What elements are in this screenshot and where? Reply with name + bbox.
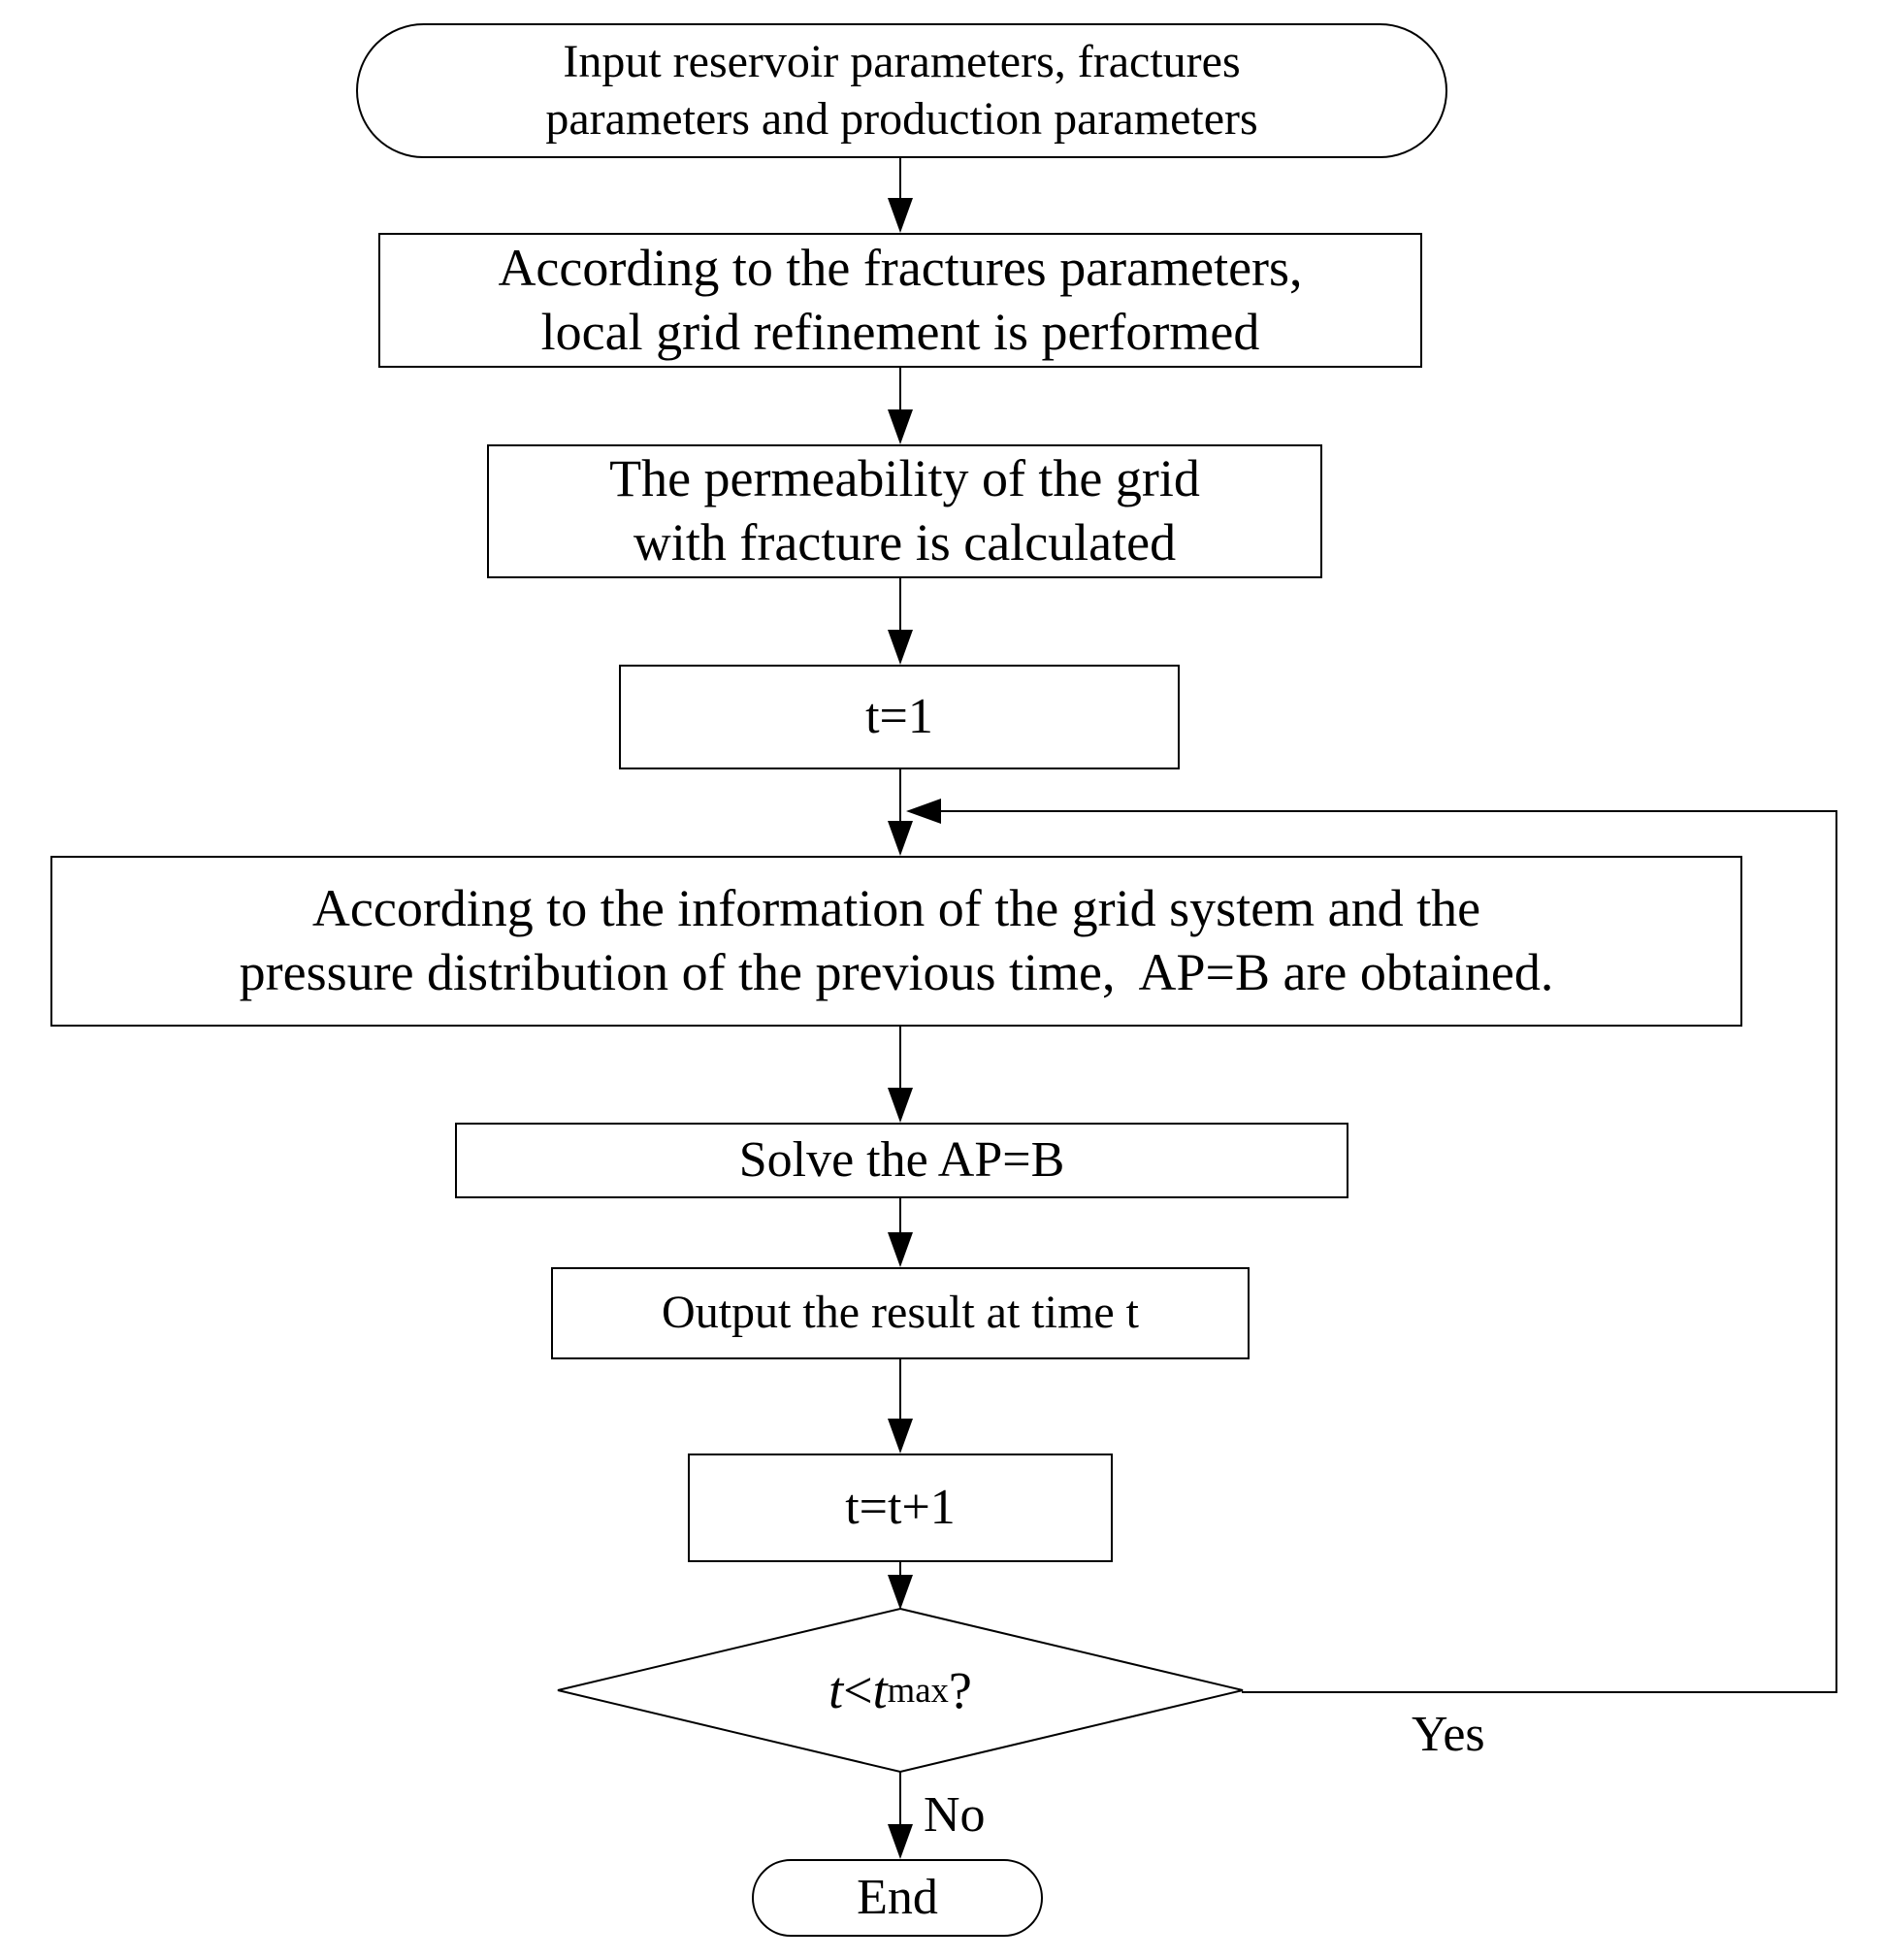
arrow-assembly-to-solve-head <box>888 1088 913 1123</box>
arrow-refinement-to-permeability-head <box>888 409 913 444</box>
node-t-increment-text: t=t+1 <box>845 1480 956 1536</box>
arrow-assembly-to-solve-line <box>899 1027 901 1090</box>
node-solve <box>455 1123 1348 1198</box>
arrow-solve-to-output-head <box>888 1232 913 1267</box>
edge-label-yes: Yes <box>1412 1707 1485 1762</box>
arrow-tinit-to-assembly-line <box>899 769 901 823</box>
node-matrix-assembly-line1: According to the information of the grid system and the <box>311 879 1481 938</box>
arrow-output-to-increment-line <box>899 1359 901 1421</box>
decision-var1: t <box>828 1661 844 1719</box>
node-t-init <box>619 665 1180 769</box>
node-solve-text: Solve the AP=B <box>738 1132 1065 1189</box>
node-grid-refinement-line1: According to the fractures parameters, <box>498 238 1303 297</box>
feedback-line-vertical <box>1835 811 1837 1693</box>
node-start-line1: Input reservoir parameters, fractures <box>563 35 1241 87</box>
arrow-decision-to-end-head <box>888 1824 913 1859</box>
feedback-line-top <box>939 810 1837 812</box>
edge-label-no: No <box>924 1787 986 1843</box>
arrow-solve-to-output-line <box>899 1198 901 1234</box>
arrow-start-to-refinement-line <box>899 158 901 200</box>
arrow-output-to-increment-head <box>888 1419 913 1454</box>
node-end-text: End <box>857 1870 938 1926</box>
arrow-start-to-refinement-head <box>888 198 913 233</box>
arrow-decision-to-end-line <box>899 1772 901 1826</box>
node-start <box>356 23 1447 158</box>
node-output-text: Output the result at time t <box>662 1287 1139 1339</box>
node-decision <box>556 1607 1245 1774</box>
node-t-init-text: t=1 <box>865 689 933 745</box>
decision-var2: t <box>872 1661 888 1719</box>
node-permeability-line2: with fracture is calculated <box>633 513 1177 572</box>
node-permeability-line1: The permeability of the grid <box>609 449 1200 508</box>
node-matrix-assembly <box>50 856 1742 1027</box>
feedback-line-bottom <box>1242 1691 1837 1693</box>
node-permeability <box>487 444 1322 578</box>
feedback-arrowhead <box>906 799 941 824</box>
node-output <box>551 1267 1250 1359</box>
node-grid-refinement-line2: local grid refinement is performed <box>540 302 1260 361</box>
arrow-increment-to-decision-head <box>888 1575 913 1610</box>
decision-text: t < t max ? <box>828 1661 972 1719</box>
node-start-line2: parameters and production parameters <box>545 92 1258 145</box>
node-matrix-assembly-line2: pressure distribution of the previous time, AP=B are obtained. <box>239 943 1554 1001</box>
decision-question-mark: ? <box>948 1661 972 1719</box>
arrow-permeability-to-tinit-head <box>888 630 913 665</box>
node-end <box>752 1859 1043 1937</box>
node-t-increment <box>688 1454 1113 1562</box>
arrow-permeability-to-tinit-line <box>899 578 901 632</box>
node-grid-refinement <box>378 233 1422 368</box>
arrow-tinit-to-assembly-head <box>888 821 913 856</box>
arrow-refinement-to-permeability-line <box>899 368 901 411</box>
decision-operator: < <box>843 1661 873 1719</box>
